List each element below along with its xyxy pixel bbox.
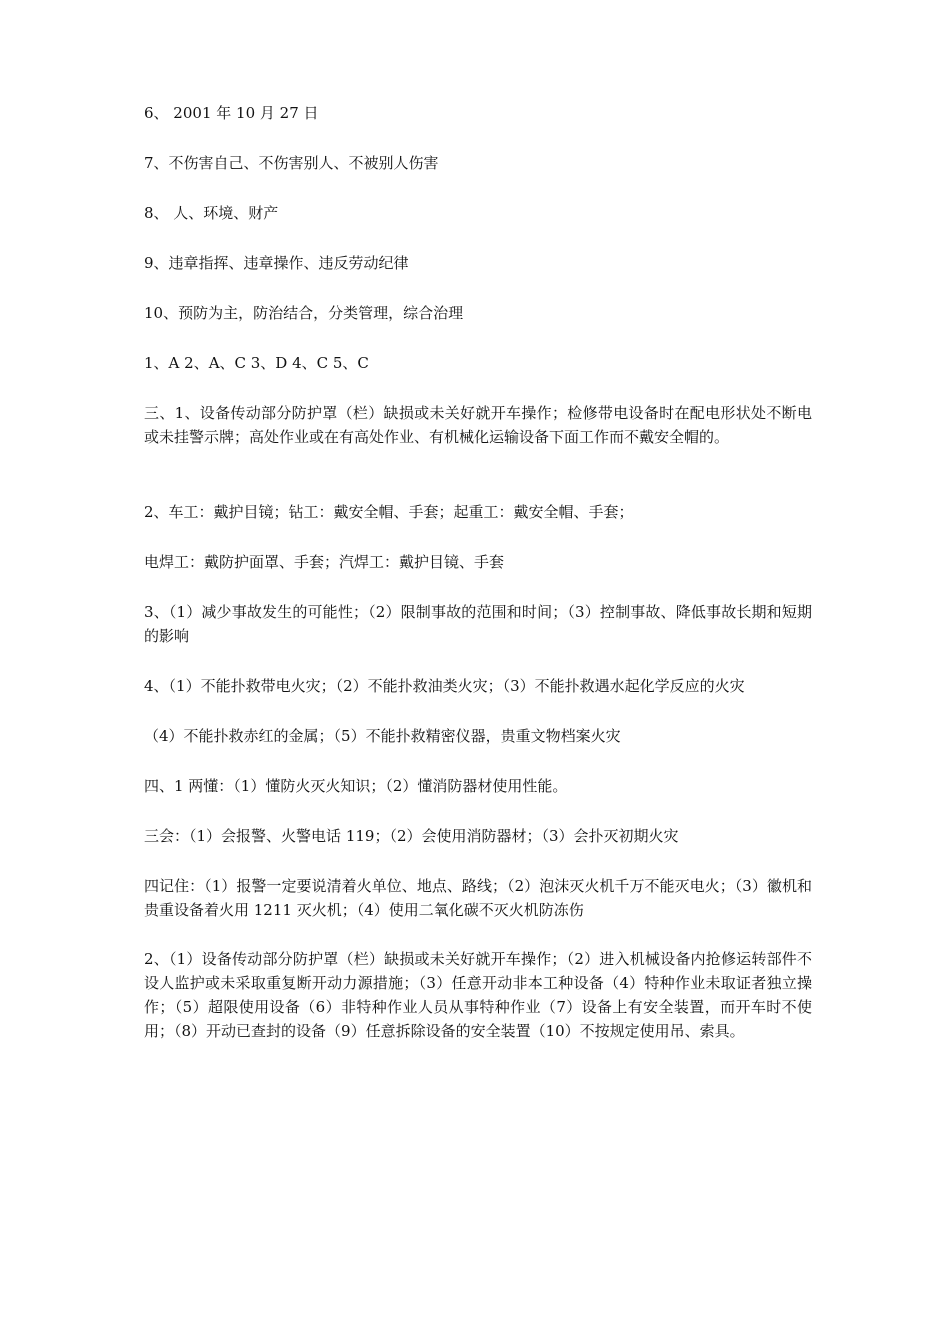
- section-4-four-remembers: 四记住：（1）报警一定要说清着火单位、地点、路线；（2）泡沫灭火机千万不能灭电火；（3）徽机和贵重设备着火用 1211 灭火机；（4）使用二氧化碳不灭火机防冻伤: [144, 877, 812, 919]
- section-3-answer-2: 2、车工：戴护目镜；钻工：戴安全帽、手套；起重工：戴安全帽、手套；: [144, 503, 634, 521]
- answer-9: 9、违章指挥、违章操作、违反劳动纪律: [144, 254, 409, 272]
- section-3-answer-1: 三、1、设备传动部分防护罩（栏）缺损或未关好就开车操作；检修带电设备时在配电形状处不断电或未挂警示牌；高处作业或在有高处作业、有机械化运输设备下面工作而不戴安全帽的。: [144, 404, 812, 446]
- section-3-answer-4-continued: （4）不能扑救赤红的金属；（5）不能扑救精密仪器，贵重文物档案火灾: [144, 727, 621, 745]
- answer-6: 6、 2001 年 10 月 27 日: [144, 104, 319, 122]
- answer-8: 8、 人、环境、财产: [144, 204, 279, 222]
- multiple-choice-answers: 1、A 2、A、C 3、D 4、C 5、C: [144, 354, 369, 372]
- section-4-answer-2: 2、（1）设备传动部分防护罩（栏）缺损或未关好就开车操作；（2）进入机械设备内抢修运转部件不设人监护或未采取重复断开动力源措施；（3）任意开动非本工种设备（4）特种作业未取证者独立操作；（5）超限使用设备（6）非特种作业人员从事特种作业（7）设备上有安全装置，而开车时不使用；（8）开动已查封的设备（9）任意拆除设备的安全装置（10）不按规定使用吊、索具。: [144, 950, 812, 1040]
- answer-7: 7、不伤害自己、不伤害别人、不被别人伤害: [144, 154, 439, 172]
- section-3-answer-2-continued: 电焊工：戴防护面罩、手套；汽焊工：戴护目镜、手套: [144, 553, 505, 571]
- answer-10: 10、预防为主，防治结合，分类管理，综合治理: [144, 304, 464, 322]
- section-3-answer-3: 3、（1）减少事故发生的可能性；（2）限制事故的范围和时间；（3）控制事故、降低事故长期和短期的影响: [144, 603, 812, 645]
- section-4-two-understandings: 四、1 两懂：（1）懂防火灭火知识；（2）懂消防器材使用性能。: [144, 777, 568, 795]
- section-4-three-skills: 三会：（1）会报警、火警电话 119；（2）会使用消防器材；（3）会扑灭初期火灾: [144, 827, 679, 845]
- section-3-answer-4: 4、（1）不能扑救带电火灾；（2）不能扑救油类火灾；（3）不能扑救遇水起化学反应的火灾: [144, 677, 745, 695]
